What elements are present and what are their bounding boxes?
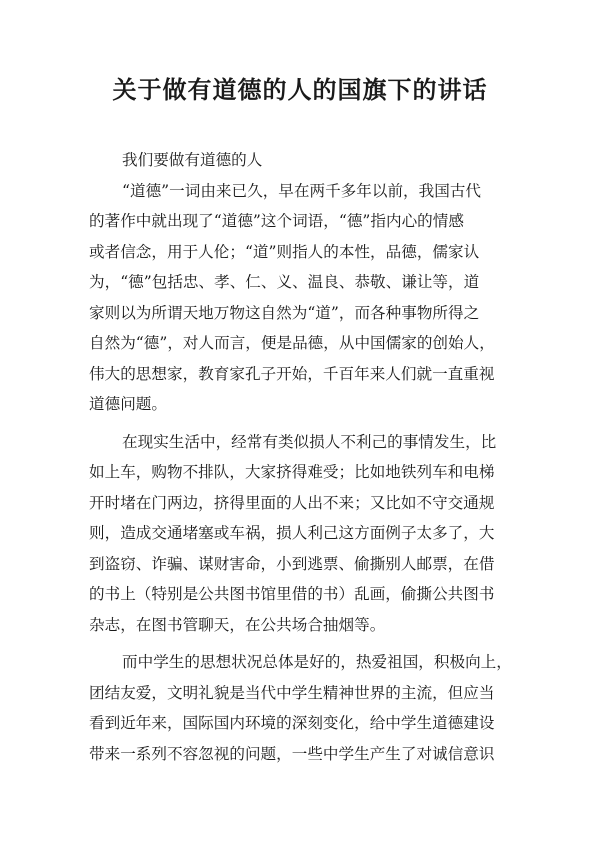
text-line: 看到近年来，国际国内环境的深刻变化，给中学生道德建设	[89, 714, 495, 732]
text-line: 伟大的思想家，教育家孔子开始，千百年来人们就一直重视	[89, 364, 495, 383]
text-line: 道德问题。	[89, 395, 167, 413]
text-line: 到盗窃、诈骗、谋财害命，小到逃票、偷撕别人邮票，在借	[89, 554, 495, 573]
text-line: 杂志，在图书管聊天，在公共场合抽烟等。	[89, 615, 386, 634]
text-line: 带来一系列不容忽视的问题，一些中学生产生了对诚信意识	[89, 744, 495, 763]
text-line: 团结友爱，文明礼貌是当代中学生精神世界的主流，但应当	[89, 683, 495, 702]
paragraph-2	[89, 427, 513, 641]
section-heading: 我们要做有道德的人	[122, 151, 263, 169]
paragraph-1	[89, 176, 513, 420]
text-line: 则，造成交通堵塞或车祸，损人利己这方面例子太多了，大	[89, 524, 495, 542]
text-line: 家则以为所谓天地万物这自然为“道”，而各种事物所得之	[89, 303, 480, 322]
text-line: 或者信念，用于人伦；“道”则指人的本性，品德，儒家认	[89, 242, 480, 261]
text-line: 如上车，购物不排队，大家挤得难受；比如地铁列车和电梯	[89, 463, 495, 481]
text-line: 在现实生活中，经常有类似损人不利己的事情发生，比	[122, 432, 497, 451]
text-line: 的书上（特别是公共图书馆里借的书）乱画，偷撕公共图书	[89, 585, 495, 603]
text-line: 自然为“德”，对人而言，便是品德，从中国儒家的创始人，	[89, 334, 495, 352]
text-line: 的著作中就出现了“道德”这个词语，“德”指内心的情感	[89, 212, 464, 230]
document-title: 关于做有道德的人的国旗下的讲话	[112, 75, 488, 104]
text-line: “道德”一词由来已久，早在两千多年以前，我国古代	[122, 181, 482, 200]
text-line: 开时堵在门两边，挤得里面的人出不来；又比如不守交通规	[89, 493, 495, 512]
paragraph-3	[89, 647, 513, 769]
text-line: 为，“德”包括忠、孝、仁、义、温良、恭敬、谦让等，道	[89, 273, 480, 291]
document-body	[89, 145, 513, 769]
text-line: 而中学生的思想状况总体是好的，热爱祖国，积极向上，	[122, 653, 512, 671]
